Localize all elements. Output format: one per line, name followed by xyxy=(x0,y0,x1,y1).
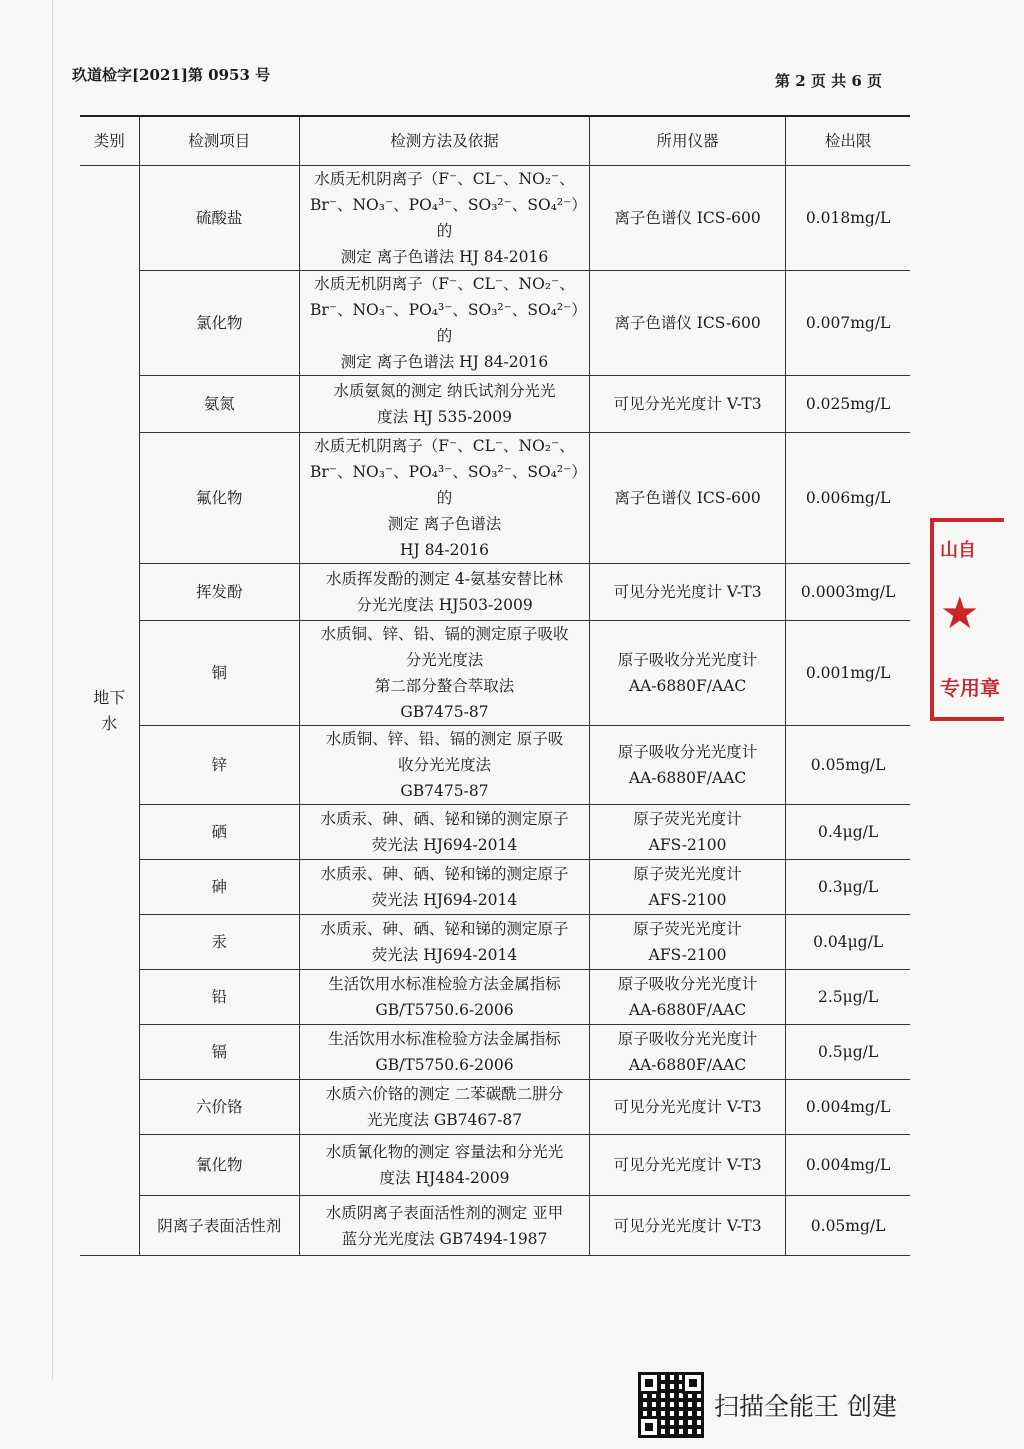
seal-text-bottom: 专用章 xyxy=(940,676,1000,700)
instrument-cell: 原子荧光光度计 AFS-2100 xyxy=(589,805,785,860)
doc-number: 玖道检字[2021]第 0953 号 xyxy=(72,66,271,84)
item-cell: 锌 xyxy=(139,726,300,805)
instrument-cell: 可见分光光度计 V-T3 xyxy=(589,1196,785,1256)
limit-cell: 0.004mg/L xyxy=(786,1080,910,1135)
instrument-cell: 原子荧光光度计 AFS-2100 xyxy=(589,860,785,915)
method-cell: 水质氨氮的测定 纳氏试剂分光光 度法 HJ 535-2009 xyxy=(300,376,590,433)
table-row xyxy=(80,433,910,564)
instrument-cell: 离子色谱仪 ICS-600 xyxy=(589,271,785,376)
limit-cell: 0.025mg/L xyxy=(786,376,910,433)
limit-cell: 0.5μg/L xyxy=(786,1025,910,1080)
method-cell: 水质无机阴离子（F⁻、CL⁻、NO₂⁻、 Br⁻、NO₃⁻、PO₄³⁻、SO₃²⁻、SO₄²⁻）的 测定 离子色谱法 HJ 84-2016 xyxy=(300,271,590,376)
item-cell: 砷 xyxy=(139,860,300,915)
col-header-instrument: 所用仪器 xyxy=(589,116,785,166)
instrument-cell: 原子吸收分光光度计 AA-6880F/AAC xyxy=(589,621,785,726)
table-header-row xyxy=(80,116,910,166)
method-cell: 水质铜、锌、铅、镉的测定原子吸收 分光光度法 第二部分螯合萃取法 GB7475-87 xyxy=(300,621,590,726)
instrument-cell: 可见分光光度计 V-T3 xyxy=(589,564,785,621)
item-cell: 铜 xyxy=(139,621,300,726)
method-cell: 水质六价铬的测定 二苯碳酰二肼分 光光度法 GB7467-87 xyxy=(300,1080,590,1135)
instrument-cell: 原子吸收分光光度计 AA-6880F/AAC xyxy=(589,970,785,1025)
col-header-method: 检测方法及依据 xyxy=(300,116,590,166)
limit-cell: 0.05mg/L xyxy=(786,726,910,805)
table-row xyxy=(80,915,910,970)
star-icon: ★ xyxy=(940,588,980,639)
page-info: 第 2 页 共 6 页 xyxy=(775,72,882,90)
item-cell: 氟化物 xyxy=(139,433,300,564)
instrument-cell: 原子荧光光度计 AFS-2100 xyxy=(589,915,785,970)
table-row xyxy=(80,376,910,433)
category-cell: 地下 水 xyxy=(80,166,139,1256)
col-header-item: 检测项目 xyxy=(139,116,300,166)
table-row xyxy=(80,166,910,271)
col-header-limit: 检出限 xyxy=(786,116,910,166)
item-cell: 氰化物 xyxy=(139,1135,300,1196)
method-cell: 水质氰化物的测定 容量法和分光光 度法 HJ484-2009 xyxy=(300,1135,590,1196)
limit-cell: 0.018mg/L xyxy=(786,166,910,271)
instrument-cell: 可见分光光度计 V-T3 xyxy=(589,1080,785,1135)
limit-cell: 0.4μg/L xyxy=(786,805,910,860)
instrument-cell: 离子色谱仪 ICS-600 xyxy=(589,166,785,271)
instrument-cell: 原子吸收分光光度计 AA-6880F/AAC xyxy=(589,1025,785,1080)
item-cell: 铅 xyxy=(139,970,300,1025)
item-cell: 挥发酚 xyxy=(139,564,300,621)
method-cell: 生活饮用水标准检验方法金属指标 GB/T5750.6-2006 xyxy=(300,1025,590,1080)
method-cell: 水质阴离子表面活性剂的测定 亚甲 蓝分光光度法 GB7494-1987 xyxy=(300,1196,590,1256)
table-row xyxy=(80,726,910,805)
instrument-cell: 可见分光光度计 V-T3 xyxy=(589,1135,785,1196)
table-row xyxy=(80,1196,910,1256)
scanner-watermark xyxy=(638,1372,897,1438)
col-header-category: 类别 xyxy=(80,116,139,166)
table-row xyxy=(80,621,910,726)
table-row xyxy=(80,564,910,621)
instrument-cell: 可见分光光度计 V-T3 xyxy=(589,376,785,433)
item-cell: 硒 xyxy=(139,805,300,860)
company-seal xyxy=(930,518,1004,721)
method-cell: 水质铜、锌、铅、镉的测定 原子吸 收分光光度法 GB7475-87 xyxy=(300,726,590,805)
limit-cell: 0.05mg/L xyxy=(786,1196,910,1256)
method-cell: 水质汞、砷、硒、铋和锑的测定原子 荧光法 HJ694-2014 xyxy=(300,805,590,860)
limit-cell: 0.04μg/L xyxy=(786,915,910,970)
table-row xyxy=(80,970,910,1025)
method-cell: 水质汞、砷、硒、铋和锑的测定原子 荧光法 HJ694-2014 xyxy=(300,915,590,970)
scanner-text: 扫描全能王 创建 xyxy=(714,1392,897,1421)
item-cell: 镉 xyxy=(139,1025,300,1080)
instrument-cell: 原子吸收分光光度计 AA-6880F/AAC xyxy=(589,726,785,805)
limit-cell: 0.3μg/L xyxy=(786,860,910,915)
limit-cell: 0.001mg/L xyxy=(786,621,910,726)
item-cell: 汞 xyxy=(139,915,300,970)
limit-cell: 0.006mg/L xyxy=(786,433,910,564)
test-methods-table xyxy=(80,115,910,1256)
instrument-cell: 离子色谱仪 ICS-600 xyxy=(589,433,785,564)
limit-cell: 0.004mg/L xyxy=(786,1135,910,1196)
method-cell: 水质挥发酚的测定 4-氨基安替比林 分光光度法 HJ503-2009 xyxy=(300,564,590,621)
item-cell: 六价铬 xyxy=(139,1080,300,1135)
seal-text-top: 山自 xyxy=(940,540,976,561)
table-row xyxy=(80,860,910,915)
table-row xyxy=(80,1080,910,1135)
table-row xyxy=(80,1135,910,1196)
table-row xyxy=(80,805,910,860)
page-edge xyxy=(52,0,53,1380)
method-cell: 生活饮用水标准检验方法金属指标 GB/T5750.6-2006 xyxy=(300,970,590,1025)
item-cell: 阴离子表面活性剂 xyxy=(139,1196,300,1256)
method-cell: 水质汞、砷、硒、铋和锑的测定原子 荧光法 HJ694-2014 xyxy=(300,860,590,915)
method-cell: 水质无机阴离子（F⁻、CL⁻、NO₂⁻、 Br⁻、NO₃⁻、PO₄³⁻、SO₃²⁻、SO₄²⁻）的 测定 离子色谱法 HJ 84-2016 xyxy=(300,166,590,271)
limit-cell: 0.0003mg/L xyxy=(786,564,910,621)
qr-code-icon xyxy=(638,1372,704,1438)
table-row xyxy=(80,271,910,376)
item-cell: 硫酸盐 xyxy=(139,166,300,271)
limit-cell: 2.5μg/L xyxy=(786,970,910,1025)
method-cell: 水质无机阴离子（F⁻、CL⁻、NO₂⁻、 Br⁻、NO₃⁻、PO₄³⁻、SO₃²⁻、SO₄²⁻）的 测定 离子色谱法 HJ 84-2016 xyxy=(300,433,590,564)
table-row xyxy=(80,1025,910,1080)
item-cell: 氨氮 xyxy=(139,376,300,433)
item-cell: 氯化物 xyxy=(139,271,300,376)
limit-cell: 0.007mg/L xyxy=(786,271,910,376)
